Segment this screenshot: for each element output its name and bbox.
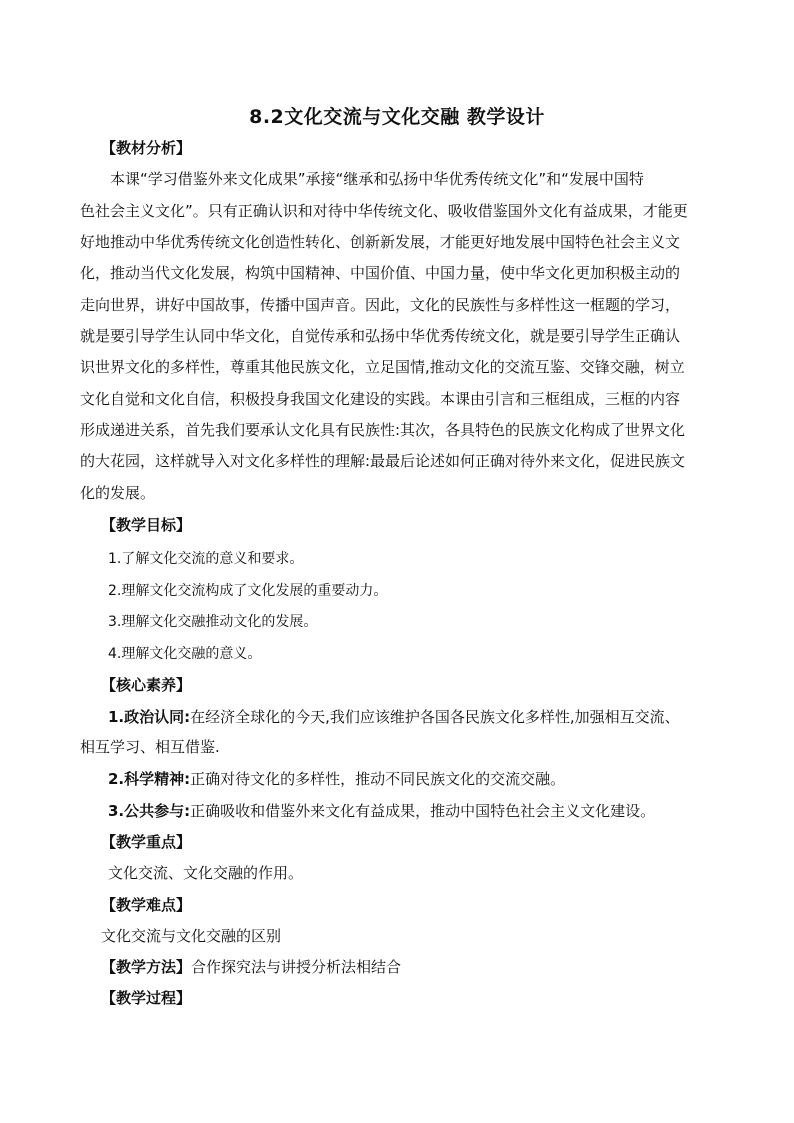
- section-heading-key: 【教学重点】: [101, 833, 192, 851]
- literacy-label: 2.科学精神:: [108, 770, 191, 788]
- goal-item: 1.了解文化交流的意义和要求。: [108, 551, 304, 567]
- literacy-label: 1.政治认同:: [108, 708, 191, 726]
- section-heading-goals: 【教学目标】: [101, 516, 192, 534]
- literacy-item: [108, 800, 655, 821]
- literacy-label: 3.公共参与:: [108, 802, 191, 820]
- method-line: [101, 956, 401, 977]
- section-heading-method: 【教学方法】: [101, 958, 192, 976]
- analysis-line: 化，推动当代文化发展，构筑中国精神、中国价值、中国力量，使中华文化更加积极主动的: [80, 264, 681, 282]
- literacy-text: 正确对待文化的多样性，推动不同民族文化的交流交融。: [190, 770, 566, 788]
- analysis-line: 化的发展。: [80, 484, 156, 502]
- analysis-line: 的大花园，这样就导入对文化多样性的理解:最最后论述如何正确对待外来文化，促进民族文: [80, 452, 686, 470]
- analysis-line: 色社会主义文化”。只有正确认识和对待中华传统文化、吸收借鉴国外文化有益成果，才能更: [80, 202, 688, 220]
- document-title: 8.2文化交流与文化交融 教学设计: [249, 106, 545, 128]
- difficult-text: 文化交流与文化交融的区别: [101, 927, 282, 945]
- analysis-line: 就是要引导学生认同中华文化，自觉传承和弘扬中华优秀传统文化，就是要引导学生正确认: [80, 327, 681, 345]
- goal-item: 3.理解文化交融推动文化的发展。: [108, 614, 318, 630]
- literacy-text: 在经济全球化的今天,我们应该维护各国各民族文化多样性,加强相互交流、: [190, 708, 680, 726]
- goal-item: 4.理解文化交融的意义。: [108, 646, 262, 662]
- analysis-line: 好地推动中华优秀传统文化创造性转化、创新新发展，才能更好地发展中国特色社会主义文: [80, 233, 681, 251]
- section-heading-difficult: 【教学难点】: [101, 896, 192, 914]
- section-heading-process: 【教学过程】: [101, 989, 192, 1007]
- literacy-item: [108, 768, 565, 789]
- analysis-line: 走向世界，讲好中国故事，传播中国声音。因此，文化的民族性与多样性这一框题的学习，: [80, 296, 681, 314]
- section-heading-analysis: 【教材分析】: [101, 139, 192, 157]
- literacy-text: 正确吸收和借鉴外来文化有益成果，推动中国特色社会主义文化建设。: [190, 802, 656, 820]
- method-text: 合作探究法与讲授分析法相结合: [191, 958, 402, 976]
- literacy-continuation: 相互学习、相互借鉴.: [80, 738, 220, 756]
- analysis-line: 识世界文化的多样性，尊重其他民族文化，立足国情,推动文化的交流互鉴、交锋交融，树立: [80, 358, 685, 376]
- section-heading-literacy: 【核心素养】: [101, 676, 192, 694]
- analysis-line: 文化自觉和文化自信，积极投身我国文化建设的实践。本课由引言和三框组成，三框的内容: [80, 390, 681, 408]
- goal-item: 2.理解文化交流构成了文化发展的重要动力。: [108, 583, 388, 599]
- literacy-item: [108, 706, 680, 727]
- analysis-line: 本课“学习借鉴外来文化成果”承接“继承和弘扬中华优秀传统文化”和“发展中国特: [110, 170, 644, 188]
- analysis-line: 形成递进关系，首先我们要承认文化具有民族性:其次，各具特色的民族文化构成了世界文化: [80, 421, 686, 439]
- key-text: 文化交流、文化交融的作用。: [108, 864, 304, 882]
